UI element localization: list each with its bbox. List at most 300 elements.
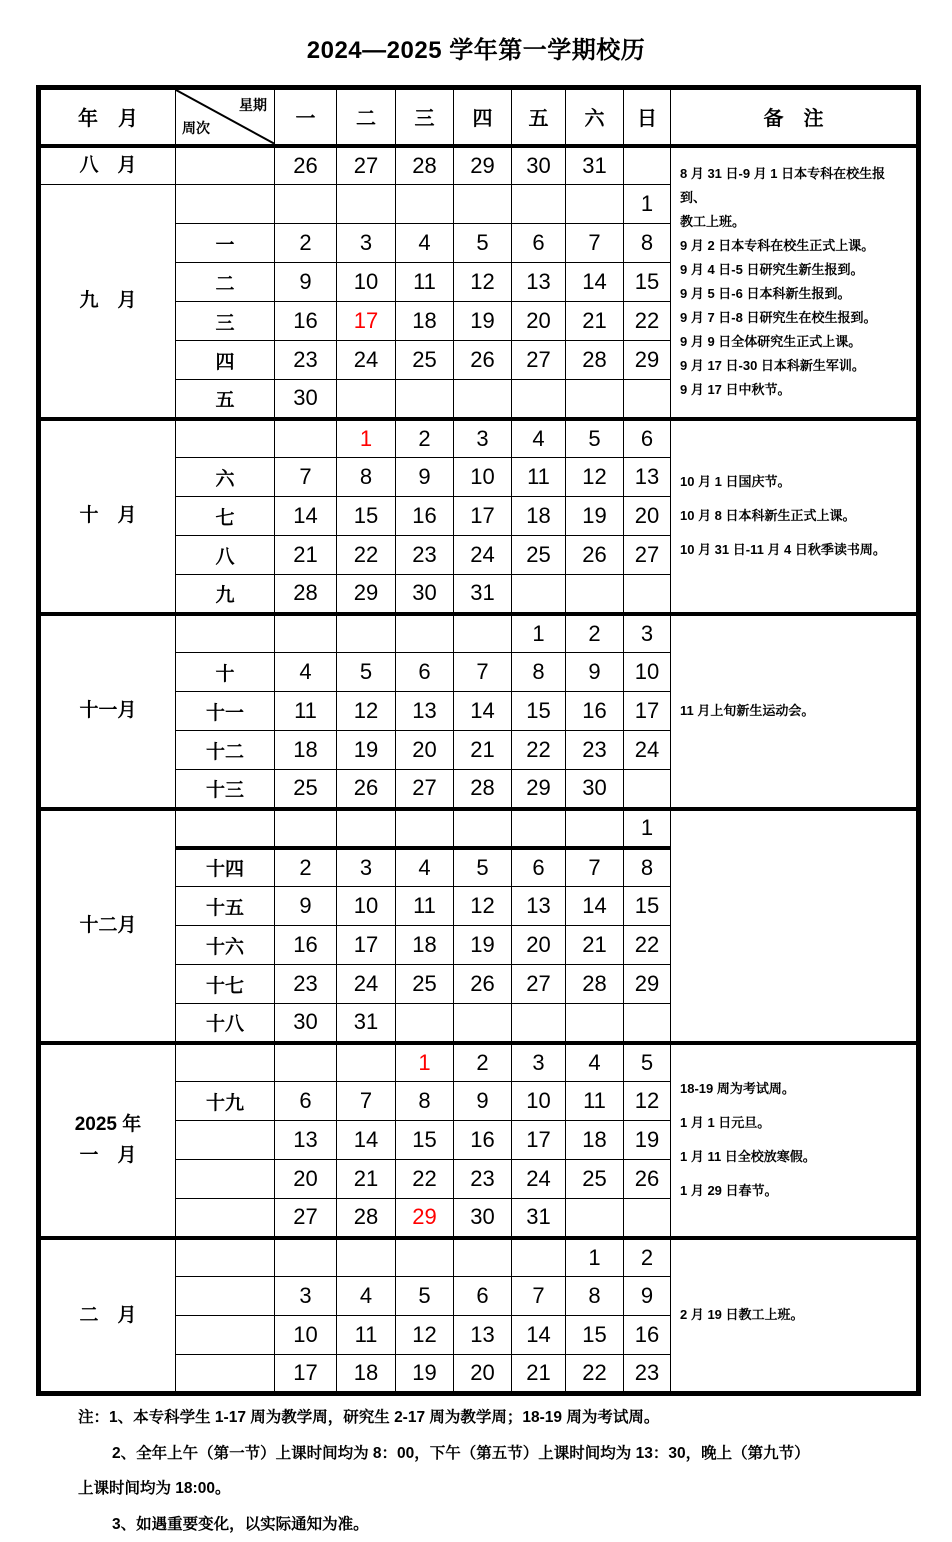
day-cell: 21 — [275, 536, 337, 575]
day-cell: 6 — [275, 1082, 337, 1121]
day-cell: 18 — [275, 731, 337, 770]
remark-line: 18-19 周为考试周。 — [680, 1081, 795, 1096]
month-cell — [39, 419, 176, 614]
day-cell: 22 — [512, 731, 566, 770]
day-cell — [566, 1199, 624, 1238]
day-cell: 7 — [337, 1082, 396, 1121]
calendar-row — [39, 1043, 919, 1082]
header-weeknum-corner-label: 周次 — [182, 119, 210, 136]
day-cell: 22 — [624, 302, 671, 341]
header-weekday-mon: 一 — [275, 88, 337, 146]
day-cell: 30 — [396, 575, 454, 614]
day-cell: 10 — [624, 653, 671, 692]
day-cell — [566, 380, 624, 419]
day-cell: 28 — [337, 1199, 396, 1238]
day-cell: 23 — [454, 1160, 512, 1199]
day-cell — [512, 185, 566, 224]
day-cell: 29 — [454, 146, 512, 185]
day-cell — [337, 185, 396, 224]
day-cell: 4 — [337, 1277, 396, 1316]
day-cell — [396, 185, 454, 224]
day-cell — [566, 575, 624, 614]
month-label-line: 十 月 — [79, 505, 137, 527]
remark-line: 1 月 11 日全校放寒假。 — [680, 1149, 816, 1164]
week-number-cell: 十六 — [176, 926, 275, 965]
day-cell — [396, 380, 454, 419]
day-cell: 14 — [512, 1316, 566, 1355]
day-cell: 17 — [275, 1355, 337, 1394]
week-number-cell: 十八 — [176, 1004, 275, 1043]
day-cell: 12 — [337, 692, 396, 731]
day-cell: 26 — [337, 770, 396, 809]
day-cell: 14 — [454, 692, 512, 731]
day-cell — [512, 575, 566, 614]
day-cell: 11 — [396, 263, 454, 302]
day-cell: 3 — [454, 419, 512, 458]
week-number-cell: 四 — [176, 341, 275, 380]
day-cell — [275, 419, 337, 458]
day-cell — [624, 1199, 671, 1238]
day-cell: 27 — [337, 146, 396, 185]
day-cell: 22 — [337, 536, 396, 575]
day-cell — [624, 1004, 671, 1043]
day-cell — [512, 380, 566, 419]
day-cell: 18 — [396, 302, 454, 341]
day-cell — [566, 1004, 624, 1043]
day-cell: 16 — [275, 302, 337, 341]
week-number-cell — [176, 1043, 275, 1082]
day-cell: 25 — [396, 341, 454, 380]
week-number-cell: 十二 — [176, 731, 275, 770]
day-cell-holiday: 1 — [337, 419, 396, 458]
day-cell: 29 — [624, 341, 671, 380]
day-cell-holiday: 17 — [337, 302, 396, 341]
week-number-cell — [176, 185, 275, 224]
remark-line: 教工上班。 — [680, 214, 746, 229]
day-cell — [337, 809, 396, 848]
day-cell: 2 — [454, 1043, 512, 1082]
day-cell: 11 — [275, 692, 337, 731]
day-cell: 12 — [624, 1082, 671, 1121]
day-cell: 29 — [337, 575, 396, 614]
day-cell: 19 — [454, 302, 512, 341]
remarks-cell — [671, 146, 919, 419]
calendar-row — [39, 809, 919, 848]
day-cell: 7 — [566, 848, 624, 887]
footnote-line: 上课时间均为 18:00。 — [78, 1480, 231, 1497]
day-cell: 25 — [512, 536, 566, 575]
week-number-cell: 九 — [176, 575, 275, 614]
day-cell: 15 — [624, 263, 671, 302]
day-cell: 26 — [454, 965, 512, 1004]
remark-line: 9 月 2 日本专科在校生正式上课。 — [680, 238, 875, 253]
day-cell: 22 — [396, 1160, 454, 1199]
day-cell: 27 — [396, 770, 454, 809]
remarks-cell — [671, 1043, 919, 1238]
page-title: 2024—2025 学年第一学期校历 — [306, 37, 646, 64]
week-number-cell — [176, 146, 275, 185]
week-number-cell: 五 — [176, 380, 275, 419]
remarks-cell — [671, 419, 919, 614]
day-cell: 30 — [275, 380, 337, 419]
day-cell: 12 — [566, 458, 624, 497]
day-cell: 23 — [566, 731, 624, 770]
day-cell: 7 — [454, 653, 512, 692]
day-cell: 31 — [337, 1004, 396, 1043]
day-cell: 24 — [337, 341, 396, 380]
day-cell: 3 — [337, 224, 396, 263]
day-cell: 14 — [337, 1121, 396, 1160]
day-cell: 21 — [566, 926, 624, 965]
day-cell: 2 — [624, 1238, 671, 1277]
day-cell: 20 — [512, 302, 566, 341]
day-cell: 20 — [512, 926, 566, 965]
day-cell: 19 — [454, 926, 512, 965]
day-cell: 18 — [512, 497, 566, 536]
header-weekday-tue: 二 — [337, 88, 396, 146]
day-cell: 9 — [275, 887, 337, 926]
day-cell — [337, 1238, 396, 1277]
day-cell: 3 — [624, 614, 671, 653]
week-number-cell — [176, 1160, 275, 1199]
remark-line: 9 月 5 日-6 日本科新生报到。 — [680, 286, 851, 301]
day-cell: 5 — [396, 1277, 454, 1316]
footnotes — [78, 1400, 922, 1542]
day-cell: 8 — [512, 653, 566, 692]
day-cell: 13 — [454, 1316, 512, 1355]
day-cell: 31 — [566, 146, 624, 185]
day-cell: 24 — [512, 1160, 566, 1199]
remark-line: 1 月 1 日元旦。 — [680, 1115, 771, 1130]
month-label-line: 十二月 — [79, 914, 137, 936]
month-cell — [39, 1238, 176, 1394]
day-cell: 7 — [566, 224, 624, 263]
day-cell: 28 — [396, 146, 454, 185]
month-label-line: 八 月 — [79, 155, 137, 177]
day-cell: 16 — [624, 1316, 671, 1355]
day-cell: 10 — [512, 1082, 566, 1121]
remark-line: 9 月 7 日-8 日研究生在校生报到。 — [680, 310, 877, 325]
day-cell: 23 — [396, 536, 454, 575]
day-cell: 28 — [566, 341, 624, 380]
week-number-cell: 二 — [176, 263, 275, 302]
day-cell: 1 — [624, 809, 671, 848]
day-cell: 24 — [337, 965, 396, 1004]
calendar-table — [36, 85, 921, 1396]
day-cell: 29 — [624, 965, 671, 1004]
header-row — [39, 88, 919, 146]
day-cell — [624, 575, 671, 614]
day-cell: 11 — [337, 1316, 396, 1355]
day-cell: 11 — [566, 1082, 624, 1121]
month-label-line: 九 月 — [79, 290, 137, 312]
remark-line: 9 月 4 日-5 日研究生新生报到。 — [680, 262, 864, 277]
day-cell: 18 — [337, 1355, 396, 1394]
day-cell: 13 — [512, 887, 566, 926]
remark-line: 9 月 17 日-30 日本科新生军训。 — [680, 358, 865, 373]
day-cell: 13 — [275, 1121, 337, 1160]
week-number-cell: 十九 — [176, 1082, 275, 1121]
day-cell: 9 — [275, 263, 337, 302]
day-cell: 26 — [275, 146, 337, 185]
day-cell: 25 — [275, 770, 337, 809]
day-cell: 3 — [337, 848, 396, 887]
footnote-line: 2、全年上午（第一节）上课时间均为 8：00，下午（第五节）上课时间均为 13：30，晚上（第九节） — [112, 1444, 810, 1462]
week-number-cell: 一 — [176, 224, 275, 263]
day-cell — [624, 146, 671, 185]
day-cell: 5 — [337, 653, 396, 692]
day-cell: 20 — [396, 731, 454, 770]
day-cell — [396, 1238, 454, 1277]
day-cell: 22 — [566, 1355, 624, 1394]
day-cell: 4 — [566, 1043, 624, 1082]
week-number-cell — [176, 1199, 275, 1238]
day-cell: 2 — [566, 614, 624, 653]
header-year-month: 年 月 — [39, 88, 176, 146]
day-cell: 11 — [512, 458, 566, 497]
day-cell: 17 — [624, 692, 671, 731]
day-cell: 6 — [624, 419, 671, 458]
remark-line: 10 月 31 日-11 月 4 日秋季读书周。 — [680, 542, 886, 557]
header-weekday-fri: 五 — [512, 88, 566, 146]
day-cell: 2 — [275, 848, 337, 887]
header-weekday-corner-label: 星期 — [239, 97, 267, 113]
day-cell: 20 — [275, 1160, 337, 1199]
day-cell: 4 — [512, 419, 566, 458]
day-cell: 10 — [337, 887, 396, 926]
day-cell: 8 — [396, 1082, 454, 1121]
day-cell — [454, 1004, 512, 1043]
day-cell: 19 — [566, 497, 624, 536]
day-cell: 6 — [512, 224, 566, 263]
day-cell: 29 — [512, 770, 566, 809]
day-cell: 14 — [275, 497, 337, 536]
day-cell — [454, 809, 512, 848]
day-cell: 8 — [566, 1277, 624, 1316]
day-cell: 27 — [512, 965, 566, 1004]
remarks-cell — [671, 1238, 919, 1394]
day-cell: 22 — [624, 926, 671, 965]
day-cell: 6 — [454, 1277, 512, 1316]
day-cell: 5 — [566, 419, 624, 458]
day-cell: 3 — [275, 1277, 337, 1316]
week-number-cell — [176, 419, 275, 458]
day-cell: 25 — [396, 965, 454, 1004]
header-remarks: 备 注 — [671, 88, 919, 146]
week-number-cell: 十 — [176, 653, 275, 692]
day-cell — [275, 185, 337, 224]
week-number-cell: 十三 — [176, 770, 275, 809]
day-cell: 15 — [396, 1121, 454, 1160]
month-cell — [39, 146, 176, 185]
day-cell — [512, 1004, 566, 1043]
week-number-cell — [176, 1277, 275, 1316]
header-week-diagonal — [176, 88, 275, 146]
week-number-cell: 十五 — [176, 887, 275, 926]
day-cell: 14 — [566, 887, 624, 926]
week-number-cell: 八 — [176, 536, 275, 575]
calendar-row — [39, 1238, 919, 1277]
day-cell: 8 — [337, 458, 396, 497]
header-weekday-sun: 日 — [624, 88, 671, 146]
week-number-cell — [176, 614, 275, 653]
footnote-line: 3、如遇重要变化，以实际通知为准。 — [112, 1515, 369, 1533]
calendar-row — [39, 419, 919, 458]
footnote-line: 注：1、本专科学生 1-17 周为教学周，研究生 2-17 周为教学周；18-19 周为考试周。 — [78, 1409, 660, 1426]
day-cell: 16 — [396, 497, 454, 536]
day-cell: 6 — [396, 653, 454, 692]
day-cell: 26 — [454, 341, 512, 380]
day-cell: 7 — [275, 458, 337, 497]
day-cell: 23 — [624, 1355, 671, 1394]
day-cell: 28 — [275, 575, 337, 614]
month-label-line: 2025 年 — [74, 1113, 142, 1135]
day-cell: 16 — [566, 692, 624, 731]
day-cell: 5 — [454, 224, 512, 263]
day-cell: 11 — [396, 887, 454, 926]
day-cell — [512, 809, 566, 848]
day-cell: 4 — [396, 848, 454, 887]
header-weekday-sat: 六 — [566, 88, 624, 146]
day-cell — [566, 809, 624, 848]
calendar-header — [39, 88, 919, 146]
day-cell: 15 — [624, 887, 671, 926]
day-cell: 23 — [275, 965, 337, 1004]
remark-line: 8 月 31 日-9 月 1 日本专科在校生报到、 — [680, 166, 886, 205]
day-cell: 5 — [624, 1043, 671, 1082]
month-label-line: 一 月 — [79, 1145, 137, 1166]
week-number-cell: 六 — [176, 458, 275, 497]
day-cell: 8 — [624, 224, 671, 263]
day-cell — [624, 380, 671, 419]
day-cell — [512, 1238, 566, 1277]
day-cell: 9 — [566, 653, 624, 692]
day-cell: 19 — [396, 1355, 454, 1394]
day-cell: 15 — [566, 1316, 624, 1355]
day-cell: 27 — [275, 1199, 337, 1238]
day-cell: 31 — [512, 1199, 566, 1238]
remark-line: 10 月 8 日本科新生正式上课。 — [680, 508, 856, 523]
day-cell: 27 — [512, 341, 566, 380]
day-cell — [275, 614, 337, 653]
day-cell: 17 — [512, 1121, 566, 1160]
day-cell — [454, 380, 512, 419]
day-cell: 9 — [396, 458, 454, 497]
day-cell: 21 — [454, 731, 512, 770]
week-number-cell — [176, 1238, 275, 1277]
day-cell: 6 — [512, 848, 566, 887]
remarks-cell — [671, 809, 919, 1043]
day-cell: 28 — [454, 770, 512, 809]
day-cell: 15 — [337, 497, 396, 536]
day-cell — [396, 1004, 454, 1043]
day-cell-holiday: 1 — [396, 1043, 454, 1082]
day-cell: 19 — [624, 1121, 671, 1160]
month-cell — [39, 614, 176, 809]
day-cell: 4 — [275, 653, 337, 692]
day-cell: 17 — [337, 926, 396, 965]
day-cell: 12 — [454, 887, 512, 926]
month-cell — [39, 185, 176, 419]
day-cell: 18 — [396, 926, 454, 965]
day-cell: 30 — [454, 1199, 512, 1238]
day-cell — [454, 185, 512, 224]
month-label-line: 十一月 — [79, 700, 137, 722]
week-number-cell: 七 — [176, 497, 275, 536]
day-cell: 27 — [624, 536, 671, 575]
day-cell: 26 — [624, 1160, 671, 1199]
day-cell: 24 — [454, 536, 512, 575]
calendar-body — [39, 146, 919, 1394]
day-cell: 2 — [275, 224, 337, 263]
day-cell: 9 — [454, 1082, 512, 1121]
day-cell: 15 — [512, 692, 566, 731]
day-cell: 12 — [454, 263, 512, 302]
day-cell: 31 — [454, 575, 512, 614]
day-cell: 1 — [512, 614, 566, 653]
day-cell: 10 — [337, 263, 396, 302]
day-cell — [337, 380, 396, 419]
day-cell: 10 — [454, 458, 512, 497]
day-cell: 13 — [624, 458, 671, 497]
day-cell: 25 — [566, 1160, 624, 1199]
header-weekday-thu: 四 — [454, 88, 512, 146]
day-cell: 2 — [396, 419, 454, 458]
day-cell: 20 — [454, 1355, 512, 1394]
month-cell — [39, 809, 176, 1043]
day-cell: 20 — [624, 497, 671, 536]
day-cell: 16 — [275, 926, 337, 965]
day-cell — [454, 1238, 512, 1277]
day-cell: 3 — [512, 1043, 566, 1082]
day-cell — [396, 614, 454, 653]
day-cell — [337, 614, 396, 653]
week-number-cell: 十四 — [176, 848, 275, 887]
week-number-cell — [176, 1316, 275, 1355]
day-cell: 9 — [624, 1277, 671, 1316]
day-cell: 13 — [512, 263, 566, 302]
day-cell — [454, 614, 512, 653]
day-cell: 19 — [337, 731, 396, 770]
day-cell — [337, 1043, 396, 1082]
week-number-cell — [176, 1355, 275, 1394]
calendar-row — [39, 146, 919, 185]
day-cell: 18 — [566, 1121, 624, 1160]
day-cell: 30 — [275, 1004, 337, 1043]
calendar-row — [39, 614, 919, 653]
header-weekday-wed: 三 — [396, 88, 454, 146]
day-cell: 14 — [566, 263, 624, 302]
day-cell: 26 — [566, 536, 624, 575]
day-cell: 17 — [454, 497, 512, 536]
day-cell: 23 — [275, 341, 337, 380]
day-cell: 13 — [396, 692, 454, 731]
week-number-cell: 三 — [176, 302, 275, 341]
day-cell: 21 — [337, 1160, 396, 1199]
day-cell — [624, 770, 671, 809]
day-cell: 1 — [566, 1238, 624, 1277]
day-cell: 30 — [566, 770, 624, 809]
day-cell: 30 — [512, 146, 566, 185]
day-cell — [275, 809, 337, 848]
day-cell: 16 — [454, 1121, 512, 1160]
day-cell: 10 — [275, 1316, 337, 1355]
day-cell-holiday: 29 — [396, 1199, 454, 1238]
remark-line: 1 月 29 日春节。 — [680, 1183, 778, 1198]
day-cell: 21 — [512, 1355, 566, 1394]
week-number-cell — [176, 809, 275, 848]
day-cell: 7 — [512, 1277, 566, 1316]
